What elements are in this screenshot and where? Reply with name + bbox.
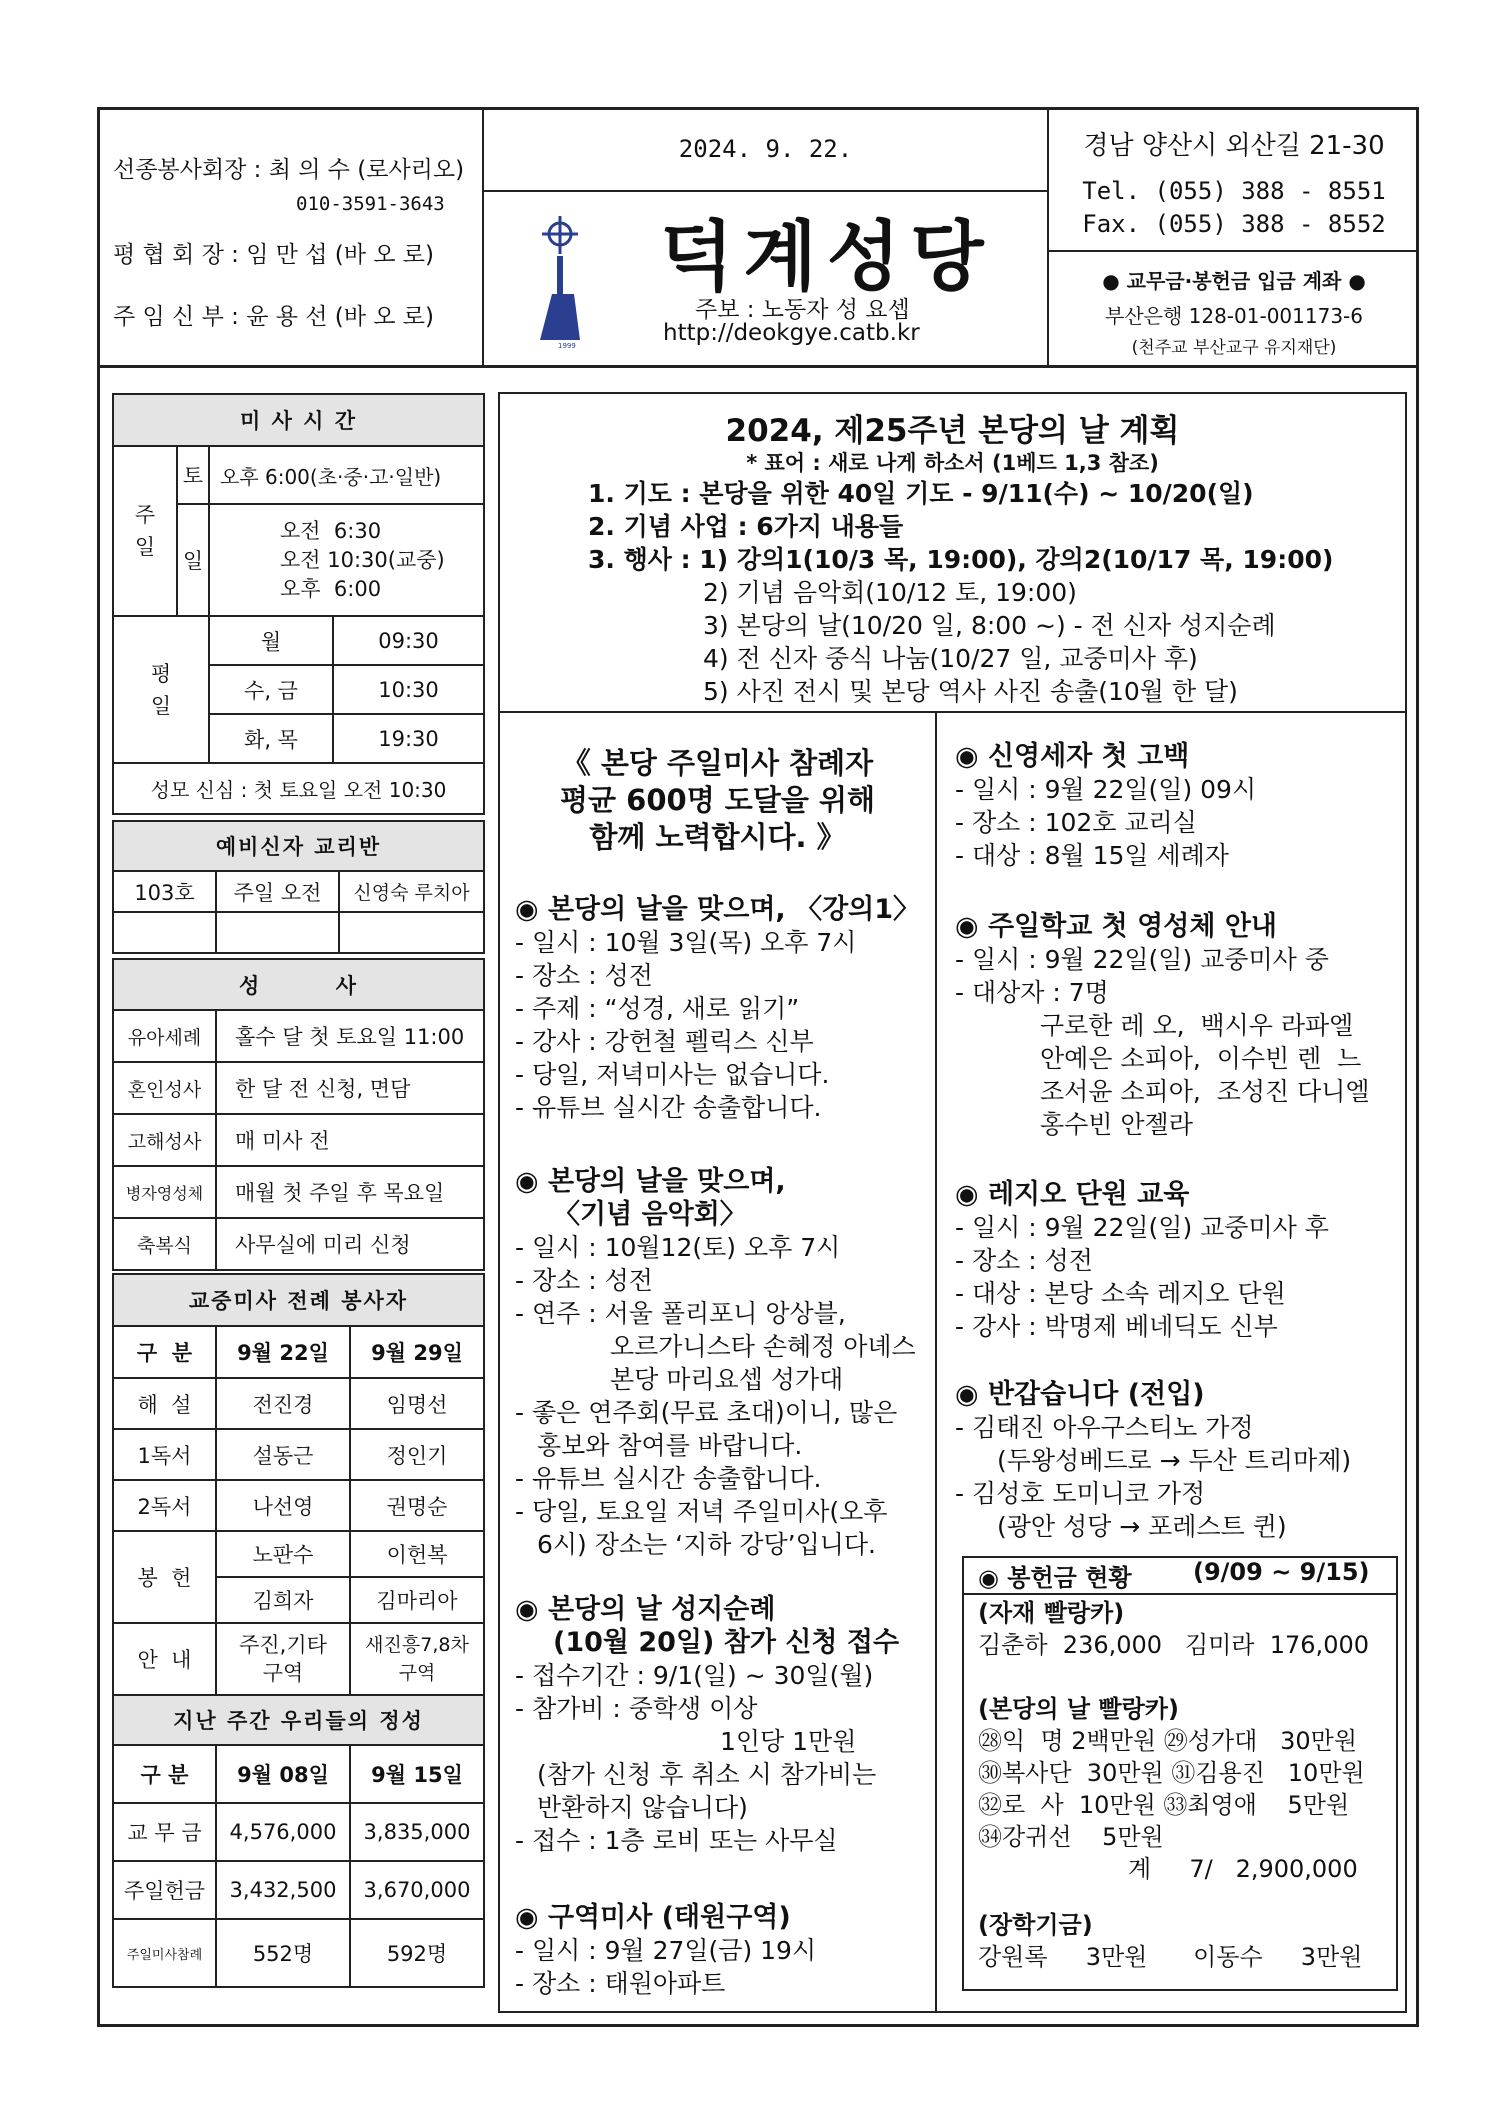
notice-line: - 장소 : 성전 xyxy=(955,1246,1093,1275)
communicant-names: 구로한 레 오, 백시우 라파엘 xyxy=(1040,1011,1354,1040)
offerings-head: 구 분 xyxy=(113,1745,216,1803)
plan-motto: * 표어 : 새로 나게 하소서 (1베드 1,3 참조) xyxy=(746,451,1159,475)
liturgy-guide xyxy=(350,1623,484,1695)
empty-cell xyxy=(113,912,216,953)
notice-line: - 장소 : 태원아파트 xyxy=(515,1969,726,1998)
header-divider xyxy=(97,365,1419,368)
plan-divider xyxy=(498,711,1407,713)
evangelist-label: 선종봉사회장 : xyxy=(113,157,262,183)
donation-section-title: (자재 빨랑카) xyxy=(978,1599,1125,1627)
offering-amount: 3,432,500 xyxy=(216,1861,350,1919)
council-name: 임 만 섭 (바 오 로) xyxy=(246,242,434,268)
saturday-label: 토 xyxy=(177,446,209,504)
notice-line: - 접수 : 1층 로비 또는 사무실 xyxy=(515,1826,838,1855)
donation-title: ◉ 봉헌금 현황 xyxy=(978,1564,1132,1592)
plan-item: 3. 행사 : 1) 강의1(10/3 목, 19:00), 강의2(10/17 목, 19:00) xyxy=(588,545,1334,574)
notice-line: - 강사 : 박명제 베네딕도 신부 xyxy=(955,1312,1278,1341)
sunday-day-label: 일 xyxy=(177,504,209,616)
notice-line: - 일시 : 9월 22일(일) 교중미사 중 xyxy=(955,945,1329,974)
notice-line: - 대상 : 본당 소속 레지오 단원 xyxy=(955,1279,1286,1308)
priest-line xyxy=(113,298,434,331)
communion-title: ◉ 주일학교 첫 영성체 안내 xyxy=(955,911,1277,942)
offerings-table xyxy=(112,1694,485,1988)
liturgy-guide xyxy=(216,1623,350,1695)
liturgy-server: 설동근 xyxy=(216,1429,350,1480)
spacer xyxy=(978,1661,1369,1693)
fax: Fax. (055) 388 - 8552 xyxy=(1082,210,1386,238)
liturgy-server: 나선영 xyxy=(216,1480,350,1531)
notice-line: - 접수기간 : 9/1(일) ~ 30일(월) xyxy=(515,1661,874,1690)
notice-line: - 유튜브 실시간 송출합니다. xyxy=(515,1093,822,1122)
notice-line: - 일시 : 9월 27일(금) 19시 xyxy=(515,1936,817,1965)
notice-line: - 일시 : 10월 3일(목) 오후 7시 xyxy=(515,928,857,957)
communicant-names: 홍수빈 안젤라 xyxy=(1040,1110,1193,1139)
offering-name: 주일헌금 xyxy=(113,1861,216,1919)
sacrament-name: 고해성사 xyxy=(113,1114,216,1166)
offerings-title: 지난 주간 우리들의 정성 xyxy=(113,1695,484,1745)
donation-details xyxy=(978,1597,1369,1973)
liturgy-server: 임명선 xyxy=(350,1378,484,1429)
address: 경남 양산시 외산길 21-30 xyxy=(1083,131,1385,161)
weekday-day: 수, 금 xyxy=(209,665,333,714)
sacrament-name: 유아세례 xyxy=(113,1010,216,1062)
donation-line: 김춘하 236,000 김미라 176,000 xyxy=(978,1631,1369,1659)
notice-line: 반환하지 않습니다) xyxy=(537,1793,748,1822)
offerings-head: 9월 08일 xyxy=(216,1745,350,1803)
council-line xyxy=(113,236,434,269)
sunday-time: 오전 6:30 xyxy=(280,518,382,543)
confession-title: ◉ 신영세자 첫 고백 xyxy=(955,741,1190,772)
sunday-times xyxy=(209,504,484,616)
offering-amount: 3,835,000 xyxy=(350,1803,484,1861)
account-number: 부산은행 128-01-001173-6 xyxy=(1105,304,1363,328)
plan-item: 1. 기도 : 본당을 위한 40일 기도 - 9/11(수) ~ 10/20(일) xyxy=(588,479,1254,508)
concert-title: ◉ 본당의 날을 맞으며, xyxy=(515,1166,786,1197)
goal-line: 함께 노력합시다. 》 xyxy=(589,820,846,854)
liturgy-server: 김마리아 xyxy=(350,1577,484,1623)
goal-line: 평균 600명 도달을 위해 xyxy=(560,783,875,817)
patron: 주보 : 노동자 성 요셉 xyxy=(695,297,910,323)
communicant-names: 안예은 소피아, 이수빈 렌 느 xyxy=(1040,1044,1362,1073)
liturgy-head: 구 분 xyxy=(113,1326,216,1378)
guide-line: 주진,기타 xyxy=(239,1633,327,1657)
donation-total: 계 7/ 2,900,000 xyxy=(1128,1855,1358,1883)
main-right-border xyxy=(1405,392,1407,2013)
liturgy-role: 1독서 xyxy=(113,1429,216,1480)
sacrament-name: 혼인성사 xyxy=(113,1062,216,1114)
sunday-time: 오후 6:00 xyxy=(280,576,382,601)
donation-section-title: (본당의 날 빨랑카) xyxy=(978,1695,1179,1723)
notice-line: (두왕성베드로 → 두산 트리마제) xyxy=(997,1446,1352,1475)
liturgy-head: 9월 29일 xyxy=(350,1326,484,1378)
liturgy-role: 안 내 xyxy=(113,1623,216,1695)
donation-line: ㉜로 사 10만원 ㉝최영애 5만원 xyxy=(978,1791,1350,1819)
communicant-names: 조서윤 소피아, 조성진 다니엘 xyxy=(1040,1077,1370,1106)
liturgy-role: 2독서 xyxy=(113,1480,216,1531)
liturgy-title: 교중미사 전례 봉사자 xyxy=(113,1274,484,1326)
marian-devotion: 성모 신심 : 첫 토요일 오전 10:30 xyxy=(113,763,484,814)
notice-line: 1인당 1만원 xyxy=(720,1727,857,1756)
offering-amount: 3,670,000 xyxy=(350,1861,484,1919)
confession-notice xyxy=(955,740,1256,872)
plan-item: 2. 기념 사업 : 6가지 내용들 xyxy=(588,512,904,541)
saturday-time: 오후 6:00(초·중·고·일반) xyxy=(209,446,484,504)
donation-period: (9/09 ~ 9/15) xyxy=(1193,1558,1370,1586)
date-divider xyxy=(484,190,1047,192)
donation-line: ㉞강귀선 5만원 xyxy=(978,1823,1164,1851)
parish-url[interactable]: http://deokgye.catb.kr xyxy=(663,320,920,346)
legio-notice xyxy=(955,1178,1329,1343)
pilgrimage-title: ◉ 본당의 날 성지순례 xyxy=(515,1594,776,1625)
offering-amount: 592명 xyxy=(350,1919,484,1987)
concert-title: 〈기념 음악회〉 xyxy=(553,1199,747,1230)
liturgy-server: 전진경 xyxy=(216,1378,350,1429)
donation-section-title: (장학기금) xyxy=(978,1911,1093,1939)
notice-line: - 주제 : “성경, 새로 읽기” xyxy=(515,994,800,1023)
notice-line: - 일시 : 10월12(토) 오후 7시 xyxy=(515,1233,841,1262)
parish-title: 덕계성당 xyxy=(660,212,994,301)
notice-line: - 김성호 도미니코 가정 xyxy=(955,1479,1206,1508)
offering-name: 주일미사참례 xyxy=(113,1919,216,1987)
priest-label: 주 임 신 부 : xyxy=(113,304,239,330)
column-divider xyxy=(935,711,937,2011)
liturgy-server: 김희자 xyxy=(216,1577,350,1623)
plan-title: 2024, 제25주년 본당의 날 계획 xyxy=(725,413,1180,449)
welcome-notice xyxy=(955,1378,1351,1543)
donation-divider xyxy=(962,1593,1398,1595)
notice-line: 홍보와 참여를 바랍니다. xyxy=(537,1431,803,1460)
notice-line: - 장소 : 102호 교리실 xyxy=(955,808,1197,837)
catechumen-time: 주일 오전 xyxy=(216,871,339,912)
pilgrimage-notice xyxy=(515,1593,899,1857)
district-title: ◉ 구역미사 (태원구역) xyxy=(515,1902,791,1933)
liturgy-server: 정인기 xyxy=(350,1429,484,1480)
mass-times-title: 미 사 시 간 xyxy=(113,394,484,446)
issue-date: 2024. 9. 22. xyxy=(678,135,853,163)
sacrament-name: 축복식 xyxy=(113,1218,216,1270)
header-right-divider xyxy=(1047,250,1419,252)
sacrament-info: 홀수 달 첫 토요일 11:00 xyxy=(216,1010,484,1062)
logo-year: 1999 xyxy=(558,342,576,350)
attendance-goal xyxy=(500,745,935,856)
liturgy-role: 봉 헌 xyxy=(113,1531,216,1623)
empty-cell xyxy=(339,912,484,953)
notice-line: - 장소 : 성전 xyxy=(515,1266,653,1295)
notice-line: - 대상자 : 7명 xyxy=(955,978,1109,1007)
notice-line: - 김태진 아우구스티노 가정 xyxy=(955,1413,1254,1442)
weekday-time: 09:30 xyxy=(333,616,484,665)
plan-event: 2) 기념 음악회(10/12 토, 19:00) xyxy=(703,578,1077,607)
empty-cell xyxy=(216,912,339,953)
sacraments-table xyxy=(112,958,485,1271)
notice-line: - 대상 : 8월 15일 세례자 xyxy=(955,841,1229,870)
liturgy-table xyxy=(112,1273,485,1696)
sunday-label: 주일 xyxy=(113,446,177,616)
liturgy-server: 노판수 xyxy=(216,1531,350,1577)
notice-line: - 당일, 토요일 저녁 주일미사(오후 xyxy=(515,1497,888,1526)
notice-line: 6시) 장소는 ‘지하 강당’입니다. xyxy=(537,1530,876,1559)
offering-amount: 4,576,000 xyxy=(216,1803,350,1861)
notice-line: 오르가니스타 손혜정 아녜스 xyxy=(610,1332,916,1361)
concert-notice xyxy=(515,1165,916,1561)
goal-line: 《 본당 주일미사 참례자 xyxy=(561,746,874,780)
notice-line: 본당 마리요셉 성가대 xyxy=(610,1365,844,1394)
plan-items xyxy=(588,477,1333,576)
church-logo xyxy=(530,212,600,352)
plan-event: 4) 전 신자 중식 나눔(10/27 일, 교중미사 후) xyxy=(703,644,1198,673)
notice-line: (참가 신청 후 취소 시 참가비는 xyxy=(537,1760,877,1789)
liturgy-role: 해 설 xyxy=(113,1378,216,1429)
notice-line: - 연주 : 서울 폴리포니 앙상블, xyxy=(515,1299,846,1328)
offering-amount: 552명 xyxy=(216,1919,350,1987)
mass-times-table xyxy=(112,393,485,815)
sunday-time: 오전 10:30(교중) xyxy=(280,547,445,572)
main-bottom-border xyxy=(498,2011,1407,2013)
liturgy-server: 이헌복 xyxy=(350,1531,484,1577)
sacrament-info: 사무실에 미리 신청 xyxy=(216,1218,484,1270)
guide-line: 구역 xyxy=(398,1662,436,1684)
weekday-time: 19:30 xyxy=(333,714,484,763)
evangelist-phone: 010-3591-3643 xyxy=(296,193,445,215)
account-owner: (천주교 부산교구 유지재단) xyxy=(1131,338,1337,358)
sacrament-info: 한 달 전 신청, 면담 xyxy=(216,1062,484,1114)
account-title: ● 교무금·봉헌금 입금 계좌 ● xyxy=(1102,269,1366,293)
notice-line: - 참가비 : 중학생 이상 xyxy=(515,1694,758,1723)
lecture-notice xyxy=(515,893,920,1124)
offering-name: 교 무 금 xyxy=(113,1803,216,1861)
liturgy-head: 9월 22일 xyxy=(216,1326,350,1378)
evangelist-line xyxy=(113,151,464,184)
catechumen-room: 103호 xyxy=(113,871,216,912)
donation-line: ㉚복사단 30만원 ㉛김용진 10만원 xyxy=(978,1759,1365,1787)
notice-line: - 당일, 저녁미사는 없습니다. xyxy=(515,1060,830,1089)
legio-title: ◉ 레지오 단원 교육 xyxy=(955,1179,1190,1210)
donation-line: ㉘익 명 2백만원 ㉙성가대 30만원 xyxy=(978,1727,1358,1755)
catechumen-teacher: 신영숙 루치아 xyxy=(339,871,484,912)
weekday-day: 월 xyxy=(209,616,333,665)
notice-line: - 일시 : 9월 22일(일) 09시 xyxy=(955,775,1257,804)
district-mass-notice xyxy=(515,1901,816,2000)
evangelist-name: 최 의 수 (로사리오) xyxy=(268,157,465,183)
guide-line: 구역 xyxy=(262,1661,304,1685)
weekday-day: 화, 목 xyxy=(209,714,333,763)
plan-events xyxy=(703,576,1276,708)
sacrament-info: 매월 첫 주일 후 목요일 xyxy=(216,1166,484,1218)
catechumen-table xyxy=(112,820,485,954)
liturgy-server: 권명순 xyxy=(350,1480,484,1531)
priest-name: 윤 용 선 (바 오 로) xyxy=(246,304,434,330)
notice-line: - 강사 : 강헌철 펠릭스 신부 xyxy=(515,1027,814,1056)
telephone: Tel. (055) 388 - 8551 xyxy=(1082,177,1386,205)
donation-line: 강원록 3만원 이동수 3만원 xyxy=(978,1943,1363,1971)
pilgrimage-title: (10월 20일) 참가 신청 접수 xyxy=(553,1627,900,1658)
plan-event: 5) 사진 전시 및 본당 역사 사진 송출(10월 한 달) xyxy=(703,677,1238,706)
offerings-head: 9월 15일 xyxy=(350,1745,484,1803)
notice-line: - 유튜브 실시간 송출합니다. xyxy=(515,1464,822,1493)
main-top-border xyxy=(498,392,1407,394)
notice-line: - 장소 : 성전 xyxy=(515,961,653,990)
weekday-time: 10:30 xyxy=(333,665,484,714)
first-communion-notice xyxy=(955,910,1370,1141)
sacrament-info: 매 미사 전 xyxy=(216,1114,484,1166)
spacer xyxy=(978,1885,1369,1909)
sacrament-name: 병자영성체 xyxy=(113,1166,216,1218)
weekday-label: 평일 xyxy=(113,616,209,763)
catechumen-title: 예비신자 교리반 xyxy=(113,821,484,871)
guide-line: 새진흥7,8차 xyxy=(365,1634,469,1656)
sacraments-title: 성 사 xyxy=(113,959,484,1010)
main-left-border xyxy=(498,392,500,2013)
council-label: 평 협 회 장 : xyxy=(113,242,239,268)
welcome-title: ◉ 반갑습니다 (전입) xyxy=(955,1379,1205,1410)
notice-line: - 일시 : 9월 22일(일) 교중미사 후 xyxy=(955,1213,1329,1242)
lecture-title: ◉ 본당의 날을 맞으며, 〈강의1〉 xyxy=(515,894,921,925)
notice-line: - 좋은 연주회(무료 초대)이니, 많은 xyxy=(515,1398,898,1427)
plan-event: 3) 본당의 날(10/20 일, 8:00 ~) - 전 신자 성지순례 xyxy=(703,611,1276,640)
notice-line: (광안 성당 → 포레스트 퀸) xyxy=(997,1512,1287,1541)
